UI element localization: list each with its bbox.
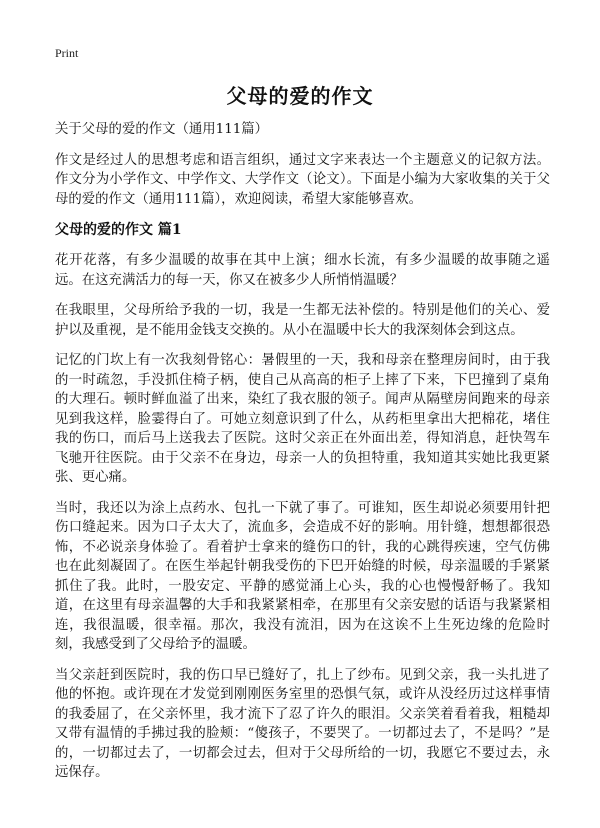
article-content (55, 120, 550, 794)
body-paragraph-3: 记忆的门坎上有一次我刻骨铭心：暑假里的一天，我和母亲在整理房间时，由于我的一时疏忽，手没抓住椅子柄，使自己从高高的柜子上摔了下来，下巴撞到了桌角的大理石。顿时鲜血溢了出来，染红了我衣服的领子。闻声从隔壁房间跑来的母亲见到我这样，脸霎得白了。可她立刻意识到了什么，从药柜里拿出大把棉花，堵住我的伤口，而后马上送我去了医院。这时父亲正在外面出差，得知消息，赶快驾车飞驰开往医院。由于父亲不在身边，母亲一人的负担特重，我知道其实她比我更紧张、更心痛。 (55, 353, 550, 485)
body-paragraph-1: 花开花落，有多少温暖的故事在其中上演；细水长流，有多少温暖的故事随之遥远。在这充满活力的每一天，你又在被多少人所悄悄温暖？ (55, 253, 550, 288)
intro-subtitle: 关于父母的爱的作文（通用111篇） (55, 122, 269, 137)
page-title: 父母的爱的作文 (226, 84, 374, 108)
section-heading: 父母的爱的作文 篇1 (55, 222, 182, 238)
print-link[interactable]: Print (55, 46, 79, 60)
body-paragraph-2: 在我眼里，父母所给予我的一切，我是一生都无法补偿的。特别是他们的关心、爱护以及重视，是不能用金钱支交换的。从小在温暖中长大的我深刻体会到这点。 (55, 303, 550, 338)
body-paragraph-4: 当时，我还以为涂上点药水、包扎一下就了事了。可谁知，医生却说必须要用针把伤口缝起来。因为口子太大了，流血多，会造成不好的影响。用针缝，想想都很恐怖，不必说亲身体验了。看着护士拿来的缝伤口的针，我的心跳得疾速，空气仿佛也在此刻凝固了。在医生举起针朝我受伤的下巴开始缝的时候，母亲温暖的手紧紧抓住了我。此时，一股安定、平静的感觉涌上心头，我的心也慢慢舒畅了。我知道，在这里有母亲温馨的大手和我紧紧相牵，在那里有父亲安慰的话语与我紧紧相连，我很温暖，很幸福。那次，我没有流泪，因为在这诶不上生死边缘的危险时刻，我感受到了父母给予的温暖。 (55, 500, 550, 652)
body-paragraph-5: 当父亲赶到医院时，我的伤口早已缝好了，扎上了纱布。见到父亲，我一头扎进了他的怀抱。或许现在才发觉到刚刚医务室里的恐惧气氛，或许从没经历过这样事情的我委屈了，在父亲怀里，我才流下了忍了许久的眼泪。父亲笑着看着我，粗糙却又带有温情的手拂过我的脸颊：“傻孩子，不要哭了。一切都过去了，不是吗？”是的，一切都过去了，一切都会过去，但对于父母所给的一切，我愿它不要过去，永远保存。 (55, 667, 550, 780)
intro-paragraph: 作文是经过人的思想考虑和语言组织，通过文字来表达一个主题意义的记叙方法。作文分为小学作文、中学作文、大学作文（论文）。下面是小编为大家收集的关于父母的爱的作文（通用111篇），欢迎阅读，希望大家能够喜欢。 (55, 152, 550, 207)
